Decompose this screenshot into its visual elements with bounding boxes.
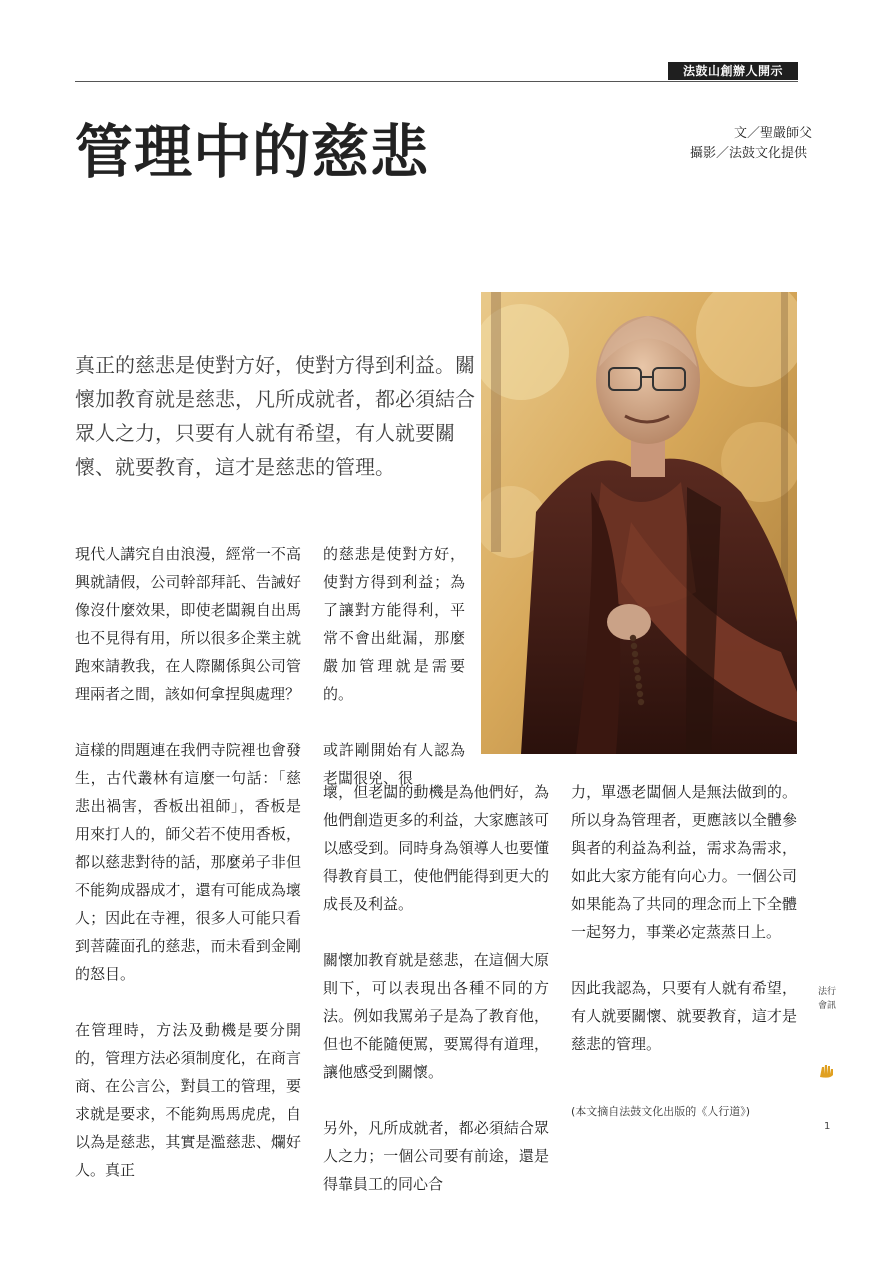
paragraph: 這樣的問題連在我們寺院裡也會發生，古代叢林有這麼一句話：「慈悲出禍害，香板出祖師」，香板是用來打人的，師父若不使用香板，都以慈悲對待的話，那麼弟子非但不能夠成器成才，還有可能成為壞人；因此在寺裡，很多人可能只看到菩薩面孔的慈悲，而未看到金剛的怒目。 xyxy=(75,741,301,983)
source-note: (本文摘自法鼓文化出版的《人行道》) xyxy=(571,1105,751,1118)
column-label: 法鼓山創辦人開示 xyxy=(668,62,798,80)
page-number: 1 xyxy=(824,1121,831,1132)
paragraph: 壞，但老闆的動機是為他們好，為他們創造更多的利益，大家應該可以感受到。同時身為領導人也要懂得教育員工，使他們能得到更大的成長及利益。 xyxy=(323,783,549,913)
paragraph: 因此我認為，只要有人就有希望，有人就要關懷、就要教育，這才是慈悲的管理。 xyxy=(571,979,797,1053)
body-column-3 xyxy=(571,778,797,1086)
vertical-seal-text: 法行會訊 xyxy=(818,987,837,1011)
lead-paragraph: 真正的慈悲是使對方好，使對方得到利益。關懷加教育就是慈悲，凡所成就者，都必須結合眾人之力，只要有人就有希望，有人就要關懷、就要教育，這才是慈悲的管理。 xyxy=(75,353,475,479)
header-rule xyxy=(75,81,798,82)
paragraph: 關懷加教育就是慈悲，在這個大原則下，可以表現出各種不同的方法。例如我罵弟子是為了教育他，但也不能隨便罵，要罵得有道理，讓他感受到關懷。 xyxy=(323,951,549,1081)
body-column-2-bottom xyxy=(323,778,549,1226)
paragraph: 或許剛開始有人認為老闆很兇、很 xyxy=(323,741,465,787)
paragraph: 在管理時，方法及動機是要分開的，管理方法必須制度化，在商言商、在公言公，對員工的管理，要求就是要求，不能夠馬馬虎虎，自以為是慈悲，其實是濫慈悲、爛好人。真正 xyxy=(75,1021,301,1179)
credits xyxy=(690,124,850,164)
paragraph: 現代人講究自由浪漫，經常一不高興就請假，公司幹部拜託、告誡好像沒什麼效果，即使老闆親自出馬也不見得有用，所以很多企業主就跑來請教我，在人際關係與公司管理兩者之間，該如何拿捏與處理？ xyxy=(75,545,301,703)
author-line: 文／聖嚴師父 xyxy=(734,126,813,141)
portrait-photo xyxy=(481,292,797,754)
body-column-1 xyxy=(75,540,301,1212)
paragraph: 的慈悲是使對方好，使對方得到利益；為了讓對方能得利，平常不會出紕漏，那麼嚴加管理就是需要的。 xyxy=(323,545,465,703)
lotus-hand-icon xyxy=(818,1062,836,1080)
paragraph: 力，單憑老闆個人是無法做到的。所以身為管理者，更應該以全體參與者的利益為利益，需求為需求，如此大家方能有向心力。一個公司如果能為了共同的理念而上下全體一起努力，事業必定蒸蒸日上。 xyxy=(571,783,797,941)
article-title: 管理中的慈悲 xyxy=(75,118,430,186)
photo-credit-line: 攝影／法鼓文化提供 xyxy=(690,146,808,161)
paragraph: 另外，凡所成就者，都必須結合眾人之力；一個公司要有前途，還是得靠員工的同心合 xyxy=(323,1119,549,1193)
